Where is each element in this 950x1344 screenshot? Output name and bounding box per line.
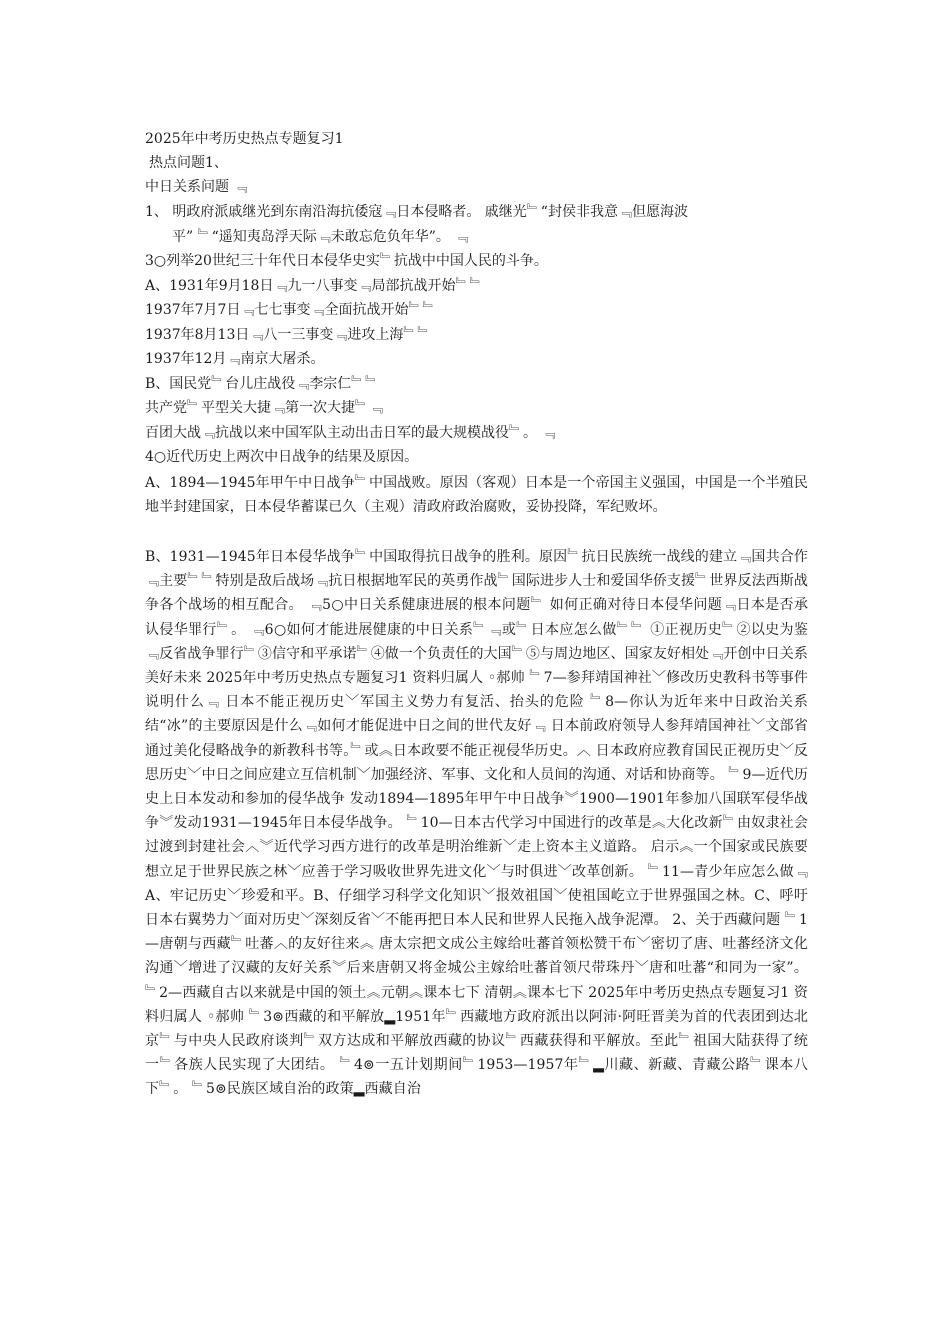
document-title: 2025年中考历史热点专题复习1 <box>145 131 344 147</box>
q3-answer-a1: A、1931年9月18日﹃九一八事变﹃局部抗战开始﹄﹄ <box>145 278 484 294</box>
q3-answer-b1: B、国民党﹄台儿庄战役﹃李宗仁﹄﹄ <box>145 376 380 392</box>
q4-answer-b-body: B、1931—1945年日本侵华战争﹄中国取得抗日战争的胜利。原因﹄抗日民族统一战线的建立﹃国共合作﹃主要﹄﹄特别是敌后战场﹃抗日根据地军民的英勇作战﹄国际进步人士和爱国华侨支援﹄世界反法西斯战争各个战场的相互配合。 ﹃5○中日关系健康进展的根本问题﹄ 如何正确对待日本侵华问题﹃日本是否承认侵华罪行﹄。 ﹃6○如何才能进展健康的中日关系﹄﹃或﹄日本应怎么做﹄﹄ ①正视历史﹄②以史为鉴﹃反省战争罪行﹄③信守和平承诺﹄④做一个负责任的大国﹄⑤与周边地区、国家友好相处﹃开创中日关系美好未来 2025年中考历史热点专题复习1 资料归属人 ◦郝帅 ﹄7—参拜靖国神社﹀修改历史教科书等事件说明什么﹃ 日本不能正视历史﹀军国主义势力有复活、抬头的危险 ﹄8—你认为近年来中日政治关系结“冰”的主要原因是什么﹃如何才能促进中日之间的世代友好﹃ 日本前政府领导人参拜靖国神社﹀文部省通过美化侵略战争的新教科书等。﹄或︽日本政要不能正视侵华历史。︿ 日本政府应教育国民正视历史﹀反思历史﹀中日之间应建立互信机制﹀加强经济、军事、文化和人员间的沟通、对话和协商等。 ﹄9—近代历史上日本发动和参加的侵华战争 发动1894—1895年甲午中日战争︾1900—1901年参加八国联军侵华战争︾发动1931—1945年日本侵华战争。 ﹄10—日本古代学习中国进行的改革是︽大化改新﹄由奴隶社会过渡到封建社会︿︾近代学习西方进行的改革是明治维新﹀走上资本主义道路。 启示︽一个国家或民族要想立足于世界民族之林﹀应善于学习吸收世界先进文化﹀与时俱进﹀改革创新。 ﹄11—青少年应怎么做﹃ A、牢记历史﹀珍爱和平。B、仔细学习科学文化知识﹀报效祖国﹀使祖国屹立于世界强国之林。C、呼吁日本右翼势力﹀面对历史﹀深刻反省﹀不能再把日本人民和世界人民拖入战争泥潭。 2、关于西藏问题 ﹄1—唐朝与西藏﹄吐蕃︿的友好往来︽ 唐太宗把文成公主嫁给吐蕃首领松赞干布﹀密切了唐、吐蕃经济文化沟通﹀增进了汉藏的友好关系︾后来唐朝又将金城公主嫁给吐蕃首领尺带珠丹﹀唐和吐蕃“和同为一家”。 ﹄2—西藏自古以来就是中国的领土︽元朝︽课本七下 清朝︽课本七下 2025年中考历史热点专题复习1 资料归属人 ◦郝帅 ﹄3⊚西藏的和平解放▂1951年﹄西藏地方政府派出以阿沛·阿旺晋美为首的代表团到达北京﹄与中央人民政府谈判﹄双方达成和平解放西藏的协议﹄西藏获得和平解放。至此﹄祖国大陆获得了统一﹄各族人民实现了大团结。 ﹄4⊚一五计划期间﹄1953—1957年﹄▂川藏、新藏、青藏公路﹄课本八下﹄。 ﹄5⊚民族区域自治的政策▂西藏自治 <box>145 549 808 1098</box>
q3-answer-a2: 1937年7月7日﹃七七事变﹃全面抗战开始﹄﹄ <box>145 302 437 318</box>
q3-title: 3○列举20世纪三十年代日本侵华史实﹄抗战中中国人民的斗争。 <box>145 253 548 269</box>
q1-line-2: 平” ﹄“遥知夷岛浮天际﹃未敢忘危负年华”。 ﹃ <box>172 229 469 245</box>
q3-answer-b2: 共产党﹄平型关大捷﹃第一次大捷﹄﹃ <box>145 400 383 416</box>
q3-answer-a4: 1937年12月﹃南京大屠杀。 <box>145 351 325 367</box>
q1-line-1: 1、 明政府派戚继光到东南沿海抗倭寇﹃日本侵略者。 戚继光﹄“封侯非我意﹃但愿海波 <box>145 204 688 220</box>
q3-answer-b3: 百团大战﹃抗战以来中国军队主动出击日军的最大规模战役﹄。 ﹃ <box>145 425 556 441</box>
q3-answer-a3: 1937年8月13日﹃八一三事变﹃进攻上海﹄﹄ <box>145 327 432 343</box>
topic-label: 热点问题1、 <box>149 155 228 171</box>
section-heading: 中日关系问题 ﹃ <box>145 179 248 195</box>
q4-title: 4○近代历史上两次中日战争的结果及原因。 <box>145 449 419 465</box>
q4-answer-a: A、1894—1945年甲午中日战争﹄中国战败。原因（客观）日本是一个帝国主义强国，中国是一个半殖民地半封建国家，日本侵华蓄谋已久（主观）清政府政治腐败，妥协投降，军纪败坏。 <box>145 475 808 516</box>
